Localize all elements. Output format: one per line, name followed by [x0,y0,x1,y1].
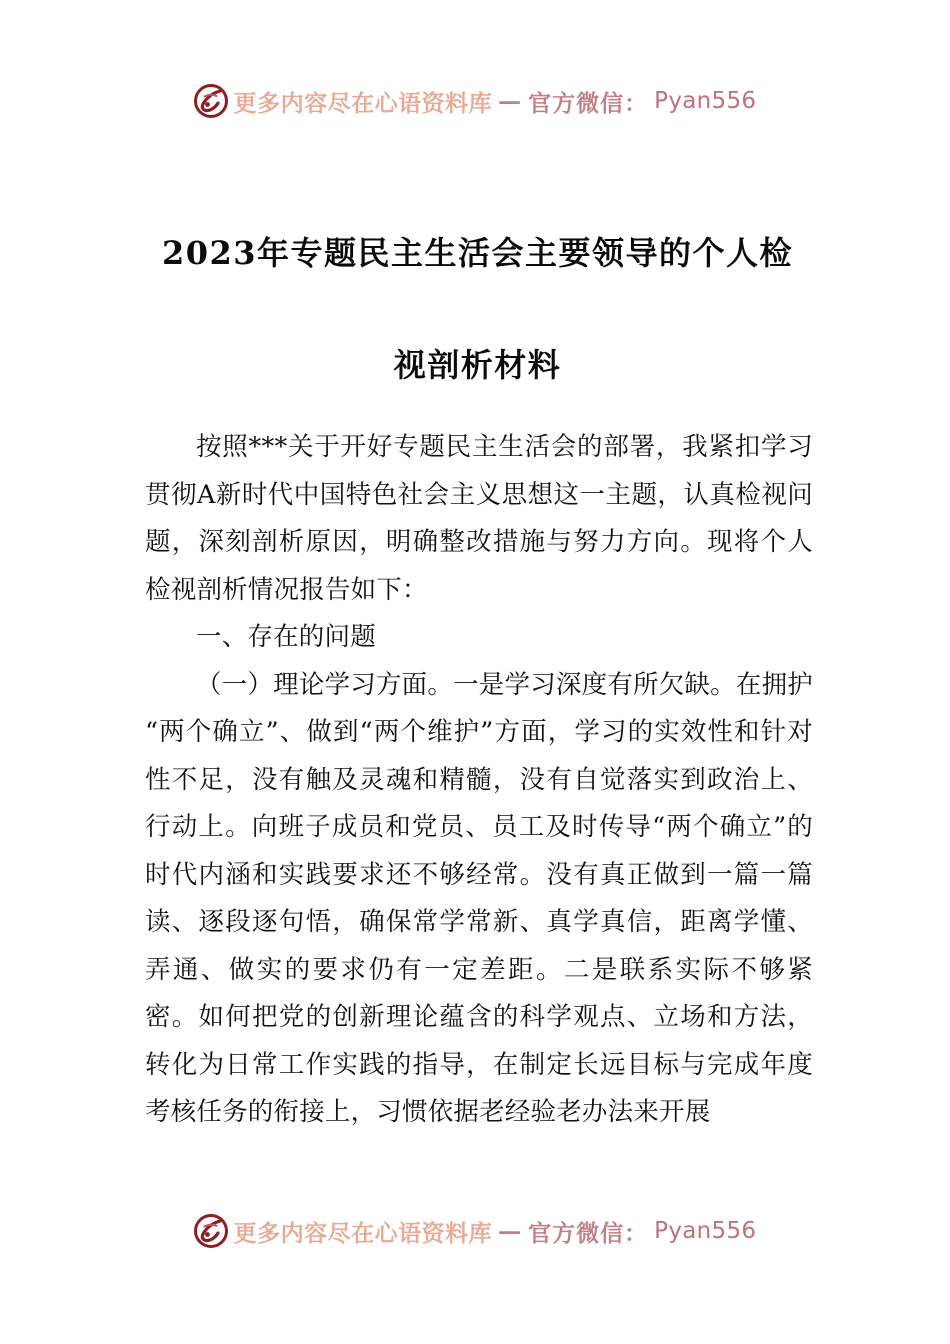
xinyu-logo-icon [194,84,228,118]
body-paragraph: （一）理论学习方面。一是学习深度有所欠缺。在拥护“两个确立”、做到“两个维护”方面，学习的实效性和针对性不足，没有触及灵魂和精髓，没有自觉落实到政治上、行动上。向班子成员和党员、员工及时传导“两个确立”的时代内涵和实践要求还不够经常。没有真正做到一篇一篇读、逐段逐句悟，确保常学常新、真学真信，距离学懂、弄通、做实的要求仍有一定差距。二是联系实际不够紧密。如何把党的创新理论蕴含的科学观点、立场和方法，转化为日常工作实践的指导，在制定长远目标与完成年度考核任务的衔接上，习惯依据老经验老办法来开展 [145,669,813,1127]
xinyu-logo-icon [194,1214,228,1248]
watermark-primary-text: 更多内容尽在心语资料库 [233,89,493,117]
page-title-line-2: 视剖析材料 [393,346,562,385]
body-paragraph: 按照***关于开好专题民主生活会的部署，我紧扣学习贯彻A新时代中国特色社会主义思想这一主题，认真检视问题，深刻剖析原因，明确整改措施与努力方向。现将个人检视剖析情况报告如下： [145,432,813,605]
watermark-wechat-id: Pyan556 [654,88,757,114]
watermark-dash: — [498,1217,523,1245]
document-body [145,424,813,1137]
watermark-header [0,84,950,118]
watermark-footer [0,1214,950,1248]
watermark-primary-text: 更多内容尽在心语资料库 [233,1219,493,1247]
watermark-wechat-id: Pyan556 [654,1218,757,1244]
page-title [145,197,810,421]
body-paragraph: 一、存在的问题 [196,622,376,652]
watermark-secondary-text: 官方微信： [528,1219,649,1247]
page-title-line-1: 2023年专题民主生活会主要领导的个人检 [161,234,794,273]
watermark-dash: — [498,87,523,115]
watermark-secondary-text: 官方微信： [528,89,649,117]
